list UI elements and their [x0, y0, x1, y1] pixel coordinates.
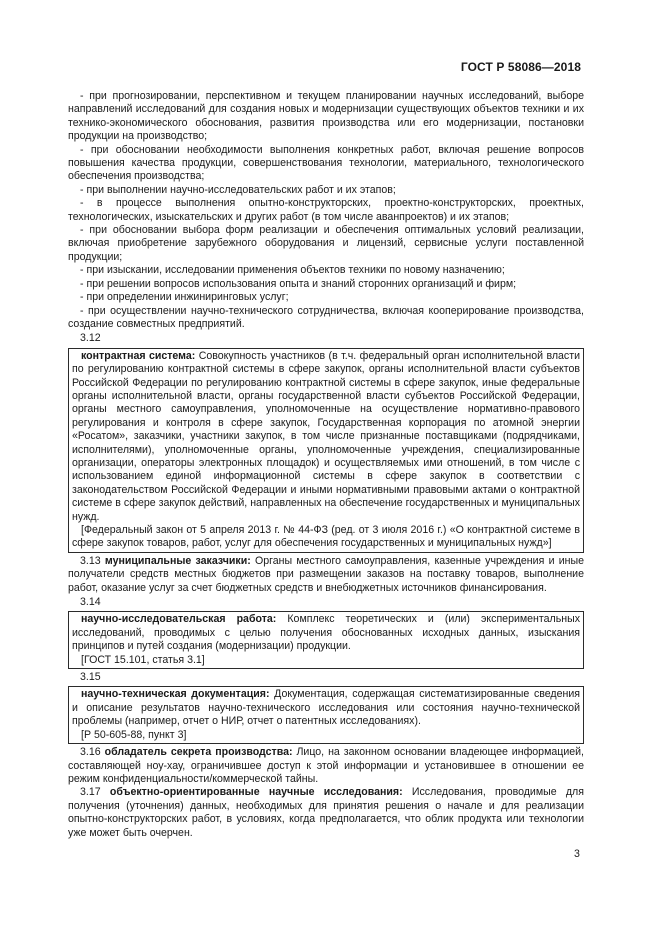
list-item: - при определении инжиниринговых услуг;: [80, 291, 289, 304]
section-number: 3.13: [80, 554, 101, 567]
definition-3-13: [68, 555, 584, 595]
definition-research-work: Комплекс теоретических и (или) экспериментальных исследований, проводимых с целью получения обоснованных исходных данных, изыскания принципов и путей создания (модернизации) продукции.: [72, 613, 580, 653]
section-number-3-12: 3.12: [80, 332, 101, 345]
definition-text: [72, 350, 580, 524]
definition-object-oriented-research: Исследования, проводимые для получения (уточнения) данных, необходимых для принятия решения о начале и для реализации опытно-конструкторских работ, в условиях, когда предполагается, что облик продукта или технологии уже может быть очерчен.: [68, 786, 584, 839]
list-item: - в процессе выполнения опытно-конструкторских, проектно-конструкторских, проектных, технологических, изыскательских и других работ (в том числе аванпроектов) и их этапов;: [68, 197, 584, 223]
section-number-3-15: 3.15: [80, 671, 101, 684]
definition-3-16: [68, 746, 584, 786]
document-id-header: ГОСТ Р 58086—2018: [460, 60, 581, 74]
list-item: - при выполнении научно-исследовательских работ и их этапов;: [80, 183, 396, 196]
definition-contract-system: Совокупность участников (в т.ч. федеральный орган исполнительной власти по регулированию контрактной системы в сфере закупок, органы исполнительной власти субъектов Российской Федерации по регулированию контрактной системы в сфере закупок, иные федеральные органы исполнительной власти, органы государственной власти субъектов Российской Федерации, органы местного самоуправления, уполномоченные на осуществление нормативно-правового регулирования и контроля в сфере закупок, Государственная корпорация по атомной энергии «Росатом», заказчики, участники закупок, в том числе признанные поставщиками (подрядчиками, исполнителями), уполномоченные органы, уполномоченные учреждения, специализированные организации, операторы электронных площадок) и осуществляемых ими отношений, в том числе с использованием единой информационной системы в сфере закупок в соответствии с законодательством Российской Федерации и иными нормативными правовыми актами о контрактной системе в сфере закупок действий, направленных на обеспечение государственных и муниципальных нужд.: [72, 349, 580, 523]
definition-box-3-15: [68, 686, 584, 744]
list-item: - при изыскании, исследовании применения объектов техники по новому назначению;: [80, 264, 505, 277]
term-secret-owner: обладатель секрета производства:: [104, 746, 293, 759]
term-research-work: научно-исследовательская работа:: [81, 613, 277, 626]
list-item: - при обосновании необходимости выполнения конкретных работ, включая решение вопросов повышения качества продукции, совершенствования технологии, материального, технологического обеспечения производства;: [68, 143, 584, 183]
definition-text: [72, 613, 580, 653]
page-number: 3: [574, 848, 580, 860]
definition-technical-documentation: Документация, содержащая систематизированные сведения и описание результатов научно-технического исследования или состояния научно-технической проблемы (например, отчет о НИР, отчет о патентных исследованиях).: [72, 688, 580, 728]
section-number: 3.16: [80, 746, 101, 759]
document-body: [68, 90, 584, 840]
section-number: 3.17: [80, 786, 101, 799]
definition-secret-owner: Лицо, на законном основании владеющее информацией, составляющей ноу-хау, ограничившее доступ к этой информации и установившее в отношении ее режим конфиденциальности/коммерческой тайны.: [68, 746, 584, 785]
term-contract-system: контрактная система:: [81, 349, 196, 362]
source-reference: [Р 50-605-88, пункт 3]: [81, 728, 187, 741]
source-reference: [ГОСТ 15.101, статья 3.1]: [81, 653, 205, 666]
source-reference: [Федеральный закон от 5 апреля 2013 г. № 44-ФЗ (ред. от 3 июля 2016 г.) «О контрактной системе в сфере закупок товаров, работ, услуг для обеспечения государственных и муниципальных нужд»]: [72, 524, 580, 550]
definition-box-3-14: [68, 611, 584, 669]
definition-3-17: [68, 786, 584, 840]
definition-municipal-customers: Органы местного самоуправления, казенные учреждения и иные получатели средств местных бюджетов при размещении заказов на поставку товаров, выполнение работ, оказание услуг за счет бюджетных средств и внебюджетных источников финансирования.: [68, 554, 585, 594]
section-number-3-14: 3.14: [80, 596, 101, 609]
list-item: - при прогнозировании, перспективном и текущем планировании научных исследований, выборе направлений исследований для создания новых и модернизации существующих объектов техники и их технико-экономического обоснования, развития производства или его модернизации, постановки продукции на производство;: [68, 90, 584, 143]
definition-box-3-12: [68, 348, 584, 553]
list-item: - при обосновании выбора форм реализации и обеспечения оптимальных условий реализации, включая приобретение зарубежного оборудования и лицензий, сервисные услуги поставленной продукции;: [68, 224, 584, 263]
term-object-oriented-research: объектно-ориентированные научные исследования:: [109, 786, 403, 799]
list-item: - при осуществлении научно-технического сотрудничества, включая кооперирование производства, создание совместных предприятий.: [68, 304, 584, 330]
term-municipal-customers: муниципальные заказчики:: [104, 554, 251, 567]
list-item: - при решении вопросов использования опыта и знаний сторонних организаций и фирм;: [80, 277, 517, 290]
definition-text: [72, 688, 580, 728]
term-technical-documentation: научно-техническая документация:: [81, 688, 270, 701]
